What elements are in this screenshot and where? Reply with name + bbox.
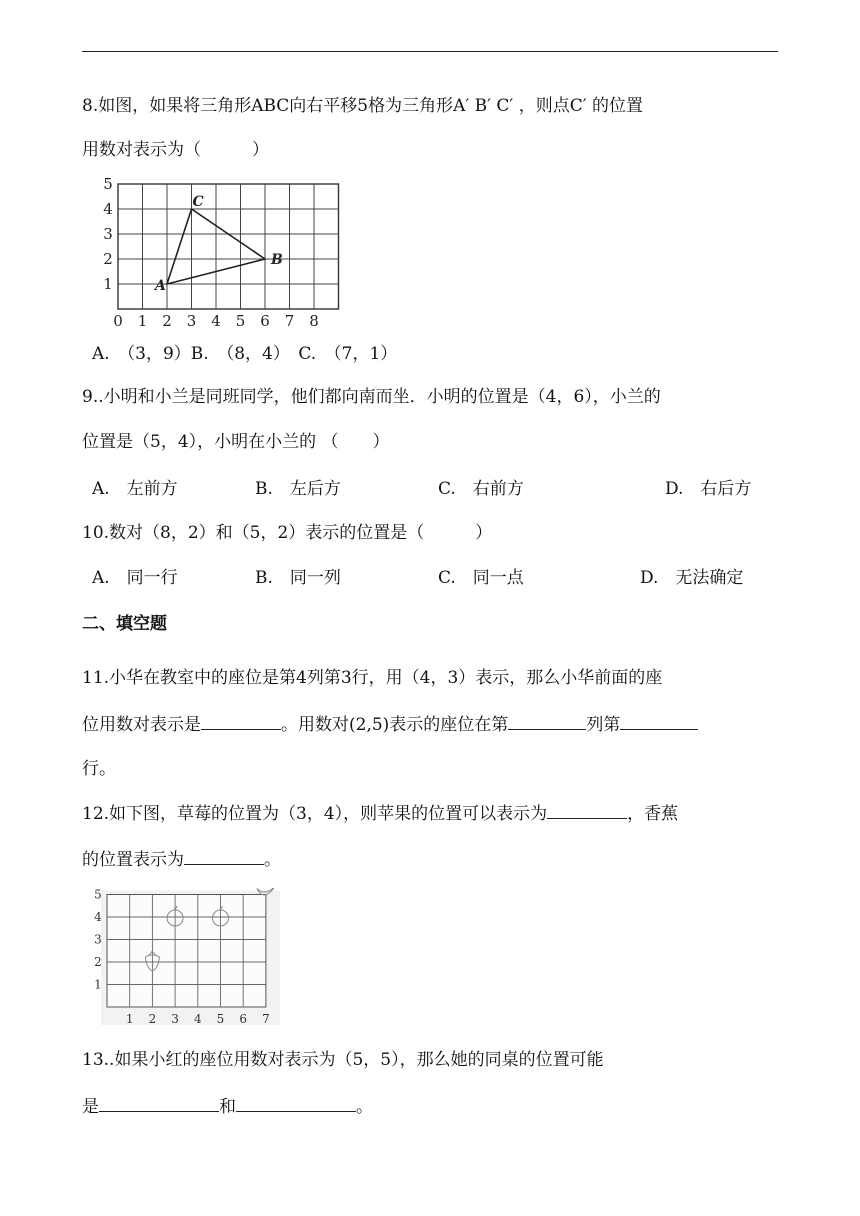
q11-blank-3[interactable] bbox=[620, 711, 698, 730]
q9-option-b[interactable]: B. 左后方 bbox=[255, 479, 341, 499]
q8-triangle-grid bbox=[100, 172, 350, 332]
x-tick-label: 6 bbox=[239, 1012, 248, 1026]
q11-text-a: 位用数对表示是 bbox=[82, 715, 201, 735]
q11-text-c: 列第 bbox=[586, 715, 621, 735]
q11-blank-1[interactable] bbox=[201, 711, 281, 730]
x-tick-label: 8 bbox=[309, 312, 319, 330]
q10-option-d[interactable]: D. 无法确定 bbox=[640, 568, 744, 588]
x-tick-label: 2 bbox=[162, 312, 172, 330]
section-title-fill-in: 二、填空题 bbox=[82, 614, 167, 634]
q13-text-b: 和 bbox=[219, 1097, 236, 1117]
x-tick-label: 6 bbox=[260, 312, 270, 330]
x-tick-label: 3 bbox=[171, 1012, 179, 1026]
q12-blank-2[interactable] bbox=[184, 846, 264, 865]
vertex-label-b: B bbox=[271, 252, 283, 268]
q8-options[interactable]: A. （3，9）B. （8，4） C. （7，1） bbox=[92, 344, 398, 364]
q12-fruit-grid bbox=[88, 888, 280, 1030]
y-tick-label: 2 bbox=[94, 955, 102, 969]
header-rule bbox=[82, 51, 778, 52]
vertex-label-c: C bbox=[192, 194, 204, 210]
x-tick-label: 4 bbox=[211, 312, 221, 330]
q8-line2: 用数对表示为（ ） bbox=[82, 140, 269, 160]
q12-line1 bbox=[82, 800, 678, 826]
q12-line2 bbox=[82, 846, 281, 872]
q13-line1: 13..如果小红的座位用数对表示为（5，5），那么她的同桌的位置可能 bbox=[82, 1050, 604, 1070]
grid-border bbox=[107, 895, 266, 1008]
x-tick-label: 7 bbox=[284, 312, 295, 330]
x-tick-label: 4 bbox=[193, 1012, 202, 1026]
q9-option-a[interactable]: A. 左前方 bbox=[92, 479, 178, 499]
x-tick-label: 7 bbox=[262, 1012, 270, 1026]
x-tick-label: 3 bbox=[186, 312, 197, 330]
y-tick-label: 4 bbox=[94, 910, 102, 924]
q10-option-c[interactable]: C. 同一点 bbox=[438, 568, 524, 588]
q11-blank-2[interactable] bbox=[508, 711, 586, 730]
q13-line2 bbox=[82, 1093, 373, 1119]
q9-option-c[interactable]: C. 右前方 bbox=[438, 479, 524, 499]
y-tick-label: 1 bbox=[94, 977, 102, 992]
q11-line1: 11.小华在教室中的座位是第4列第3行，用（4，3）表示，那么小华前面的座 bbox=[82, 668, 663, 688]
y-tick-label: 2 bbox=[103, 250, 113, 268]
q11-line2 bbox=[82, 711, 698, 737]
q12-text-b: ，香蕉 bbox=[627, 804, 679, 824]
x-tick-label: 5 bbox=[235, 312, 246, 330]
x-tick-label: 2 bbox=[148, 1012, 157, 1026]
x-tick-label: 0 bbox=[113, 312, 123, 330]
y-tick-label: 3 bbox=[94, 932, 102, 947]
q12-text-d: 。 bbox=[264, 850, 281, 870]
q8-line1: 8.如图，如果将三角形ABC向右平移5格为三角形A′ B′ C′ ，则点C′ 的位置 bbox=[82, 96, 643, 116]
grid-border bbox=[118, 184, 339, 309]
x-tick-label: 1 bbox=[125, 1012, 134, 1026]
q13-blank-1[interactable] bbox=[99, 1093, 219, 1112]
y-tick-label: 3 bbox=[103, 225, 113, 243]
y-tick-label: 5 bbox=[103, 175, 113, 193]
y-tick-label: 1 bbox=[103, 275, 113, 293]
q13-blank-2[interactable] bbox=[236, 1093, 356, 1112]
q12-text-c: 的位置表示为 bbox=[82, 850, 184, 870]
q10-option-b[interactable]: B. 同一列 bbox=[255, 568, 341, 588]
q12-text-a: 12.如下图，草莓的位置为（3，4），则苹果的位置可以表示为 bbox=[82, 804, 548, 824]
q10-line1: 10.数对（8，2）和（5，2）表示的位置是（ ） bbox=[82, 523, 493, 543]
x-tick-label: 5 bbox=[216, 1012, 225, 1026]
vertex-label-a: A bbox=[155, 278, 166, 294]
x-tick-label: 1 bbox=[137, 312, 148, 330]
y-tick-label: 4 bbox=[103, 200, 113, 218]
q9-line2: 位置是（5，4），小明在小兰的 （ ） bbox=[82, 432, 390, 452]
q9-line1: 9..小明和小兰是同班同学，他们都向南而坐．小明的位置是（4，6），小兰的 bbox=[82, 387, 661, 407]
q11-line3: 行。 bbox=[82, 759, 116, 779]
q12-blank-1[interactable] bbox=[547, 800, 627, 819]
q13-text-a: 是 bbox=[82, 1097, 99, 1117]
q11-text-b: 。用数对(2,5)表示的座位在第 bbox=[281, 715, 509, 735]
y-tick-label: 5 bbox=[94, 888, 102, 902]
q13-text-c: 。 bbox=[356, 1097, 373, 1117]
q10-option-a[interactable]: A. 同一行 bbox=[92, 568, 178, 588]
q9-option-d[interactable]: D. 右后方 bbox=[665, 479, 752, 499]
